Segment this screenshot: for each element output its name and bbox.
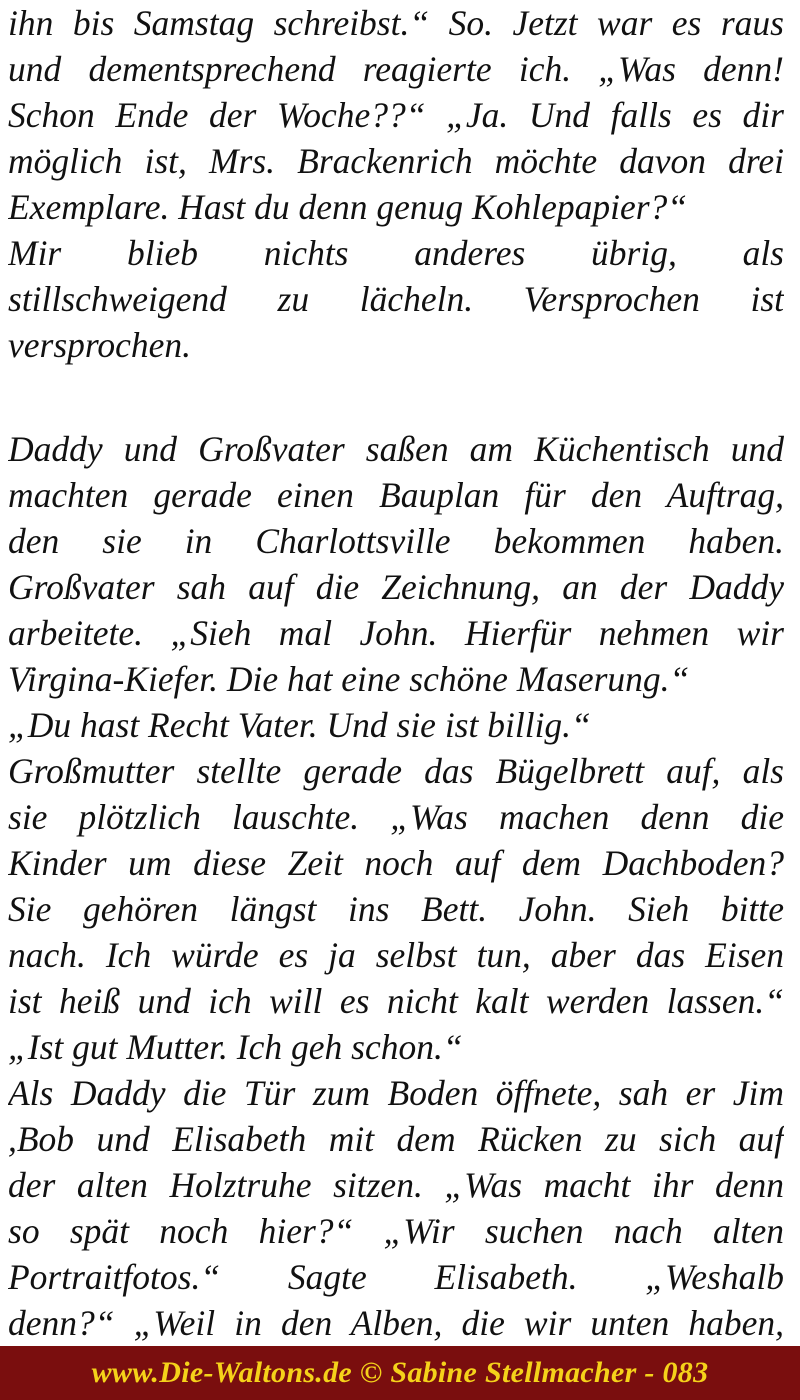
text-line: und dementsprechend reagierte ich. „Was denn! [8, 49, 784, 89]
text-line: den sie in Charlottsville bekommen haben. [8, 521, 784, 561]
text-line: Sie gehören längst ins Bett. John. Sieh bitte [8, 889, 784, 929]
text-line: versprochen. [8, 325, 192, 365]
text-line: Schon Ende der Woche??“ „Ja. Und falls es dir [8, 95, 784, 135]
text-line: Daddy und Großvater saßen am Küchentisch und [8, 429, 784, 469]
text-line: stillschweigend zu lächeln. Versprochen ist [8, 279, 784, 319]
text-line: Großvater sah auf die Zeichnung, an der Daddy [8, 567, 784, 607]
text-line: Portraitfotos.“ Sagte Elisabeth. „Weshalb [8, 1257, 784, 1297]
text-line: „Du hast Recht Vater. Und sie ist billig.“ [8, 705, 591, 745]
paragraph-1 [8, 0, 784, 368]
text-line: denn?“ „Weil in den Alben, die wir unten haben, [8, 1303, 784, 1343]
text-line: Mir blieb nichts anderes übrig, als [8, 233, 784, 273]
text-line: sie plötzlich lauschte. „Was machen denn die [8, 797, 784, 837]
paragraph-2 [8, 426, 784, 1346]
text-line: nach. Ich würde es ja selbst tun, aber das Eisen [8, 935, 784, 975]
text-line: Exemplare. Hast du denn genug Kohlepapier?“ [8, 187, 688, 227]
footer-credit[interactable]: www.Die-Waltons.de © Sabine Stellmacher - 083 [91, 1356, 709, 1389]
text-line: ,Bob und Elisabeth mit dem Rücken zu sich auf [8, 1119, 784, 1159]
text-line: Großmutter stellte gerade das Bügelbrett auf, als [8, 751, 784, 791]
text-line: möglich ist, Mrs. Brackenrich möchte davon drei [8, 141, 784, 181]
text-line: Virgina-Kiefer. Die hat eine schöne Maserung.“ [8, 659, 690, 699]
text-line: ihn bis Samstag schreibst.“ So. Jetzt war es raus [8, 3, 784, 43]
footer-banner [0, 1346, 800, 1400]
text-line: ist heiß und ich will es nicht kalt werden lassen.“ [8, 981, 784, 1021]
text-line: Als Daddy die Tür zum Boden öffnete, sah er Jim [8, 1073, 784, 1113]
text-line: arbeitete. „Sieh mal John. Hierfür nehmen wir [8, 613, 784, 653]
text-line: der alten Holztruhe sitzen. „Was macht ihr denn [8, 1165, 784, 1205]
text-line: so spät noch hier?“ „Wir suchen nach alten [8, 1211, 784, 1251]
text-line: Kinder um diese Zeit noch auf dem Dachboden? [8, 843, 784, 883]
text-line: machten gerade einen Bauplan für den Auftrag, [8, 475, 784, 515]
text-line: „Ist gut Mutter. Ich geh schon.“ [8, 1027, 463, 1067]
